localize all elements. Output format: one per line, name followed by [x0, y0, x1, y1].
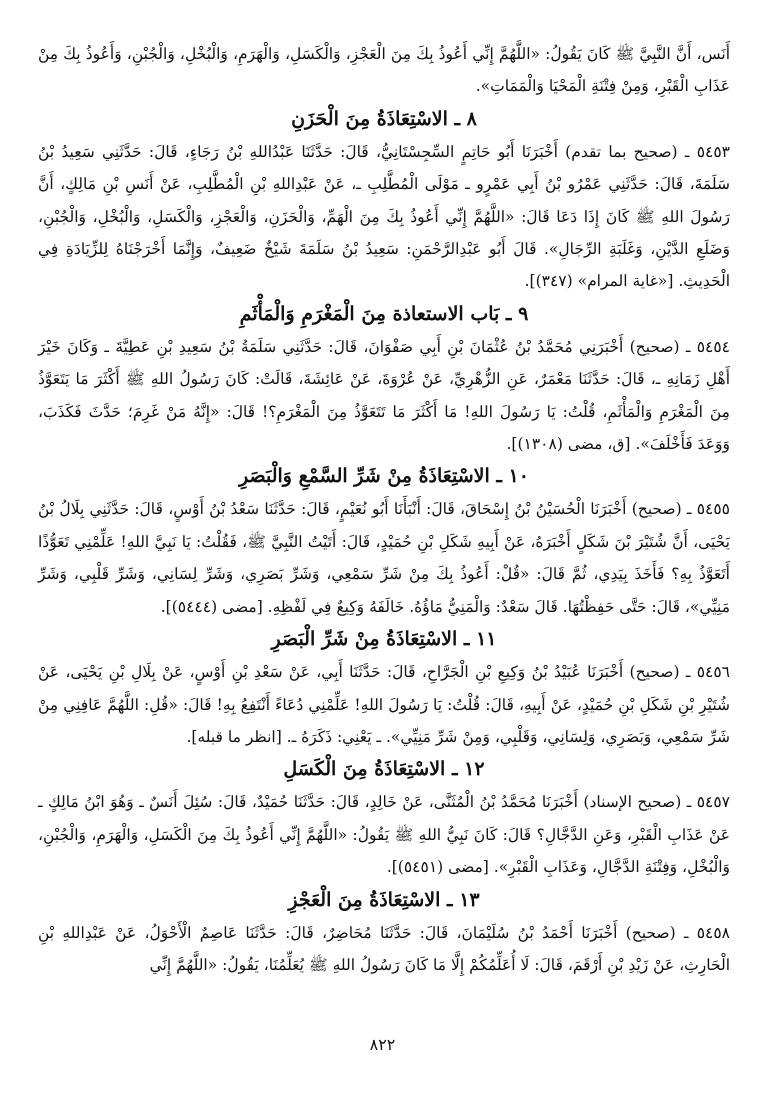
hadith-5457: ٥٤٥٧ ـ (صحيح الإسناد) أَخْبَرَنَا مُحَمَّدُ بْنُ الْمُثَنَّى، عَنْ خَالِدٍ، قَالَ: حَدَّثَنَا حُمَيْدٌ، قَالَ: سُئِلَ أَنَسٌ ـ وَهُوَ ابْنُ مَالِكٍ ـ عَنْ عَذَابِ الْقَبْرِ، وَعَنِ الدَّجَّالِ؟ قَالَ: كَانَ نَبِيُّ اللهِ ﷺ يَقُولُ: «اللَّهُمَّ إِنِّي أَعُوذُ بِكَ مِنَ الْكَسَلِ، وَالْهَرَمِ، وَالْجُبْنِ، وَالْبُخْلِ، وَفِتْنَةِ الدَّجَّالِ، وَعَذَابِ الْقَبْرِ». [مضى (٥٤٥١)].: [38, 793, 730, 877]
hadith-5454: ٥٤٥٤ ـ (صحيح) أَخْبَرَنِي مُحَمَّدُ بْنُ عُثْمَانَ بْنِ أَبِي صَفْوَانَ، قَالَ: حَدَّثَنِي سَلَمَةُ بْنُ سَعِيدِ بْنِ عَطِيَّةَ ـ وَكَانَ خَيْرَ أَهْلِ زَمَانِهِ ـ، قَالَ: حَدَّثَنَا مَعْمَرٌ، عَنِ الزُّهْرِيِّ، عَنْ عُرْوَةَ، عَنْ عَائِشَةَ، قَالَتْ: كَانَ رَسُولُ اللهِ ﷺ أَكْثَرَ مَا يَتَعَوَّذُ مِنَ الْمَغْرَمِ وَالْمَأْثَمِ، قُلْتُ: يَا رَسُولَ اللهِ! مَا أَكْثَرَ مَا تَتَعَوَّذُ مِنَ الْمَغْرَمِ؟! قَالَ: «إِنَّهُ مَنْ غَرِمَ؛ حَدَّثَ فَكَذَبَ، وَوَعَدَ فَأَخْلَفَ». [ق، مضى (١٣٠٨)].: [38, 337, 730, 454]
chapter-heading-9: ٩ ـ بَاب الاستعاذة مِنَ الْمَغْرَمِ وَالْمَأْثَمِ: [239, 302, 529, 325]
hadith-5456: ٥٤٥٦ ـ (صحيح) أَخْبَرَنَا عُبَيْدُ بْنُ وَكِيعِ بْنِ الْجَرَّاحِ، قَالَ: حَدَّثَنَا أَبِي، عَنْ سَعْدِ بْنِ أَوْسٍ، عَنْ بِلَالِ بْنِ يَحْيَى، عَنْ شُتَيْرِ بْنِ شَكَلِ بْنِ حُمَيْدٍ، عَنْ أَبِيهِ، قَالَ: قُلْتُ: يَا رَسُولَ اللهِ! عَلِّمْنِي دُعَاءً أَنْتَفِعُ بِهِ! قَالَ: «قُلِ: اللَّهُمَّ عَافِنِي مِنْ شَرِّ سَمْعِي، وَبَصَرِي، وَلِسَانِي، وَقَلْبِي، وَمِنْ شَرِّ مَنِيِّي». ـ يَعْنِي: ذَكَرَهُ ـ. [انظر ما قبله].: [38, 663, 730, 746]
paragraph-intro: أَنَس، أَنَّ النَّبِيَّ ﷺ كَانَ يَقُولُ: «اللَّهُمَّ إِنِّي أَعُوذُ بِكَ مِنَ الْعَجْزِ، وَالْكَسَلِ، وَالْهَرَمِ، وَالْبُخْلِ، وَالْجُبْنِ، وَأَعُوذُ بِكَ مِنْ عَذَابِ الْقَبْرِ، وَمِنْ فِتْنَةِ الْمَحْيَا وَالْمَمَاتِ».: [38, 45, 730, 96]
chapter-heading-8: ٨ ـ الاسْتِعَاذَةُ مِنَ الْحَزَنِ: [291, 107, 477, 130]
page-number: ٨٢٢: [369, 1035, 396, 1054]
page-body: [38, 38, 730, 1078]
chapter-heading-12: ١٢ ـ الاسْتِعَاذَةُ مِنَ الْكَسَلِ: [283, 758, 485, 781]
chapter-heading-10: ١٠ ـ الاسْتِعَاذَةُ مِنْ شَرِّ السَّمْعِ وَالْبَصَرِ: [239, 465, 529, 488]
chapter-heading-11: ١١ ـ الاسْتِعَاذَةُ مِنْ شَرِّ الْبَصَرِ: [271, 628, 497, 651]
chapter-heading-13: ١٣ ـ الاسْتِعَاذَةُ مِنَ الْعَجْزِ: [288, 888, 480, 911]
hadith-5458: ٥٤٥٨ ـ (صحيح) أَخْبَرَنَا أَحْمَدُ بْنُ سُلَيْمَانَ، قَالَ: حَدَّثَنَا مُحَاضِرٌ، قَالَ: حَدَّثَنَا عَاصِمٌ الْأَحْوَلُ، عَنْ عَبْدِاللهِ بْنِ الْحَارِثِ، عَنْ زَيْدِ بْنِ أَرْقَمَ، قَالَ: لَا أُعَلِّمُكُمْ إِلَّا مَا كَانَ رَسُولُ اللهِ ﷺ يُعَلِّمُنَا، يَقُولُ: «اللَّهُمَّ إِنِّي: [38, 923, 730, 974]
hadith-5453: ٥٤٥٣ ـ (صحيح بما تقدم) أَخْبَرَنَا أَبُو حَاتِمٍ السِّجِسْتَانِيُّ، قَالَ: حَدَّثَنَا عَبْدُاللهِ بْنُ رَجَاءٍ، قَالَ: حَدَّثَنِي سَعِيدُ بْنُ سَلَمَةَ، قَالَ: حَدَّثَنِي عَمْرُو بْنُ أَبِي عَمْرٍو ـ مَوْلَى الْمُطَّلِبِ ـ، عَنْ عَبْدِاللهِ بْنِ الْمُطَّلِبِ، عَنْ أَنَسِ بْنِ مَالِكٍ، أَنَّ رَسُولَ اللهِ ﷺ كَانَ إِذَا دَعَا قَالَ: «اللَّهُمَّ إِنِّي أَعُوذُ بِكَ مِنَ الْهَمِّ، وَالْحَزَنِ، وَالْعَجْزِ، وَالْكَسَلِ، وَالْبُخْلِ، وَالْجُبْنِ، وَضَلَعِ الدَّيْنِ، وَغَلَبَةِ الرِّجَالِ». قَالَ أَبُو عَبْدِالرَّحْمَنِ: سَعِيدُ بْنُ سَلَمَةَ شَيْخٌ ضَعِيفٌ، وَإِنَّمَا أَخْرَجْنَاهُ لِلزِّيَادَةِ فِي الْحَدِيثِ. [«غاية المرام» (٣٤٧)].: [38, 142, 730, 291]
hadith-5455: ٥٤٥٥ ـ (صحيح) أَخْبَرَنَا الْحُسَيْنُ بْنُ إِسْحَاقَ، قَالَ: أَنْبَأَنَا أَبُو نُعَيْمٍ، قَالَ: حَدَّثَنَا سَعْدُ بْنُ أَوْسٍ، قَالَ: حَدَّثَنِي بِلَالُ بْنُ يَحْيَى، أَنَّ شُتَيْرَ بْنَ شَكَلٍ أَخْبَرَهُ، عَنْ أَبِيهِ شَكَلِ بْنِ حُمَيْدٍ، قَالَ: أَتَيْتُ النَّبِيَّ ﷺ، فَقُلْتُ: يَا نَبِيَّ اللهِ! عَلِّمْنِي تَعَوُّذًا أَتَعَوَّذُ بِهِ؟ فَأَخَذَ بِيَدِي، ثُمَّ قَالَ: «قُلْ: أَعُوذُ بِكَ مِنْ شَرِّ سَمْعِي، وَشَرِّ بَصَرِي، وَشَرِّ لِسَانِي، وَشَرِّ قَلْبِي، وَشَرِّ مَنِيِّي»، قَالَ: حَتَّى حَفِظْتُهَا. قَالَ سَعْدٌ: وَالْمَنِيُّ مَاؤُهُ. خَالَفَهُ وَكِيعٌ فِي لَفْظِهِ. [مضى (٥٤٤٤)].: [38, 500, 730, 616]
